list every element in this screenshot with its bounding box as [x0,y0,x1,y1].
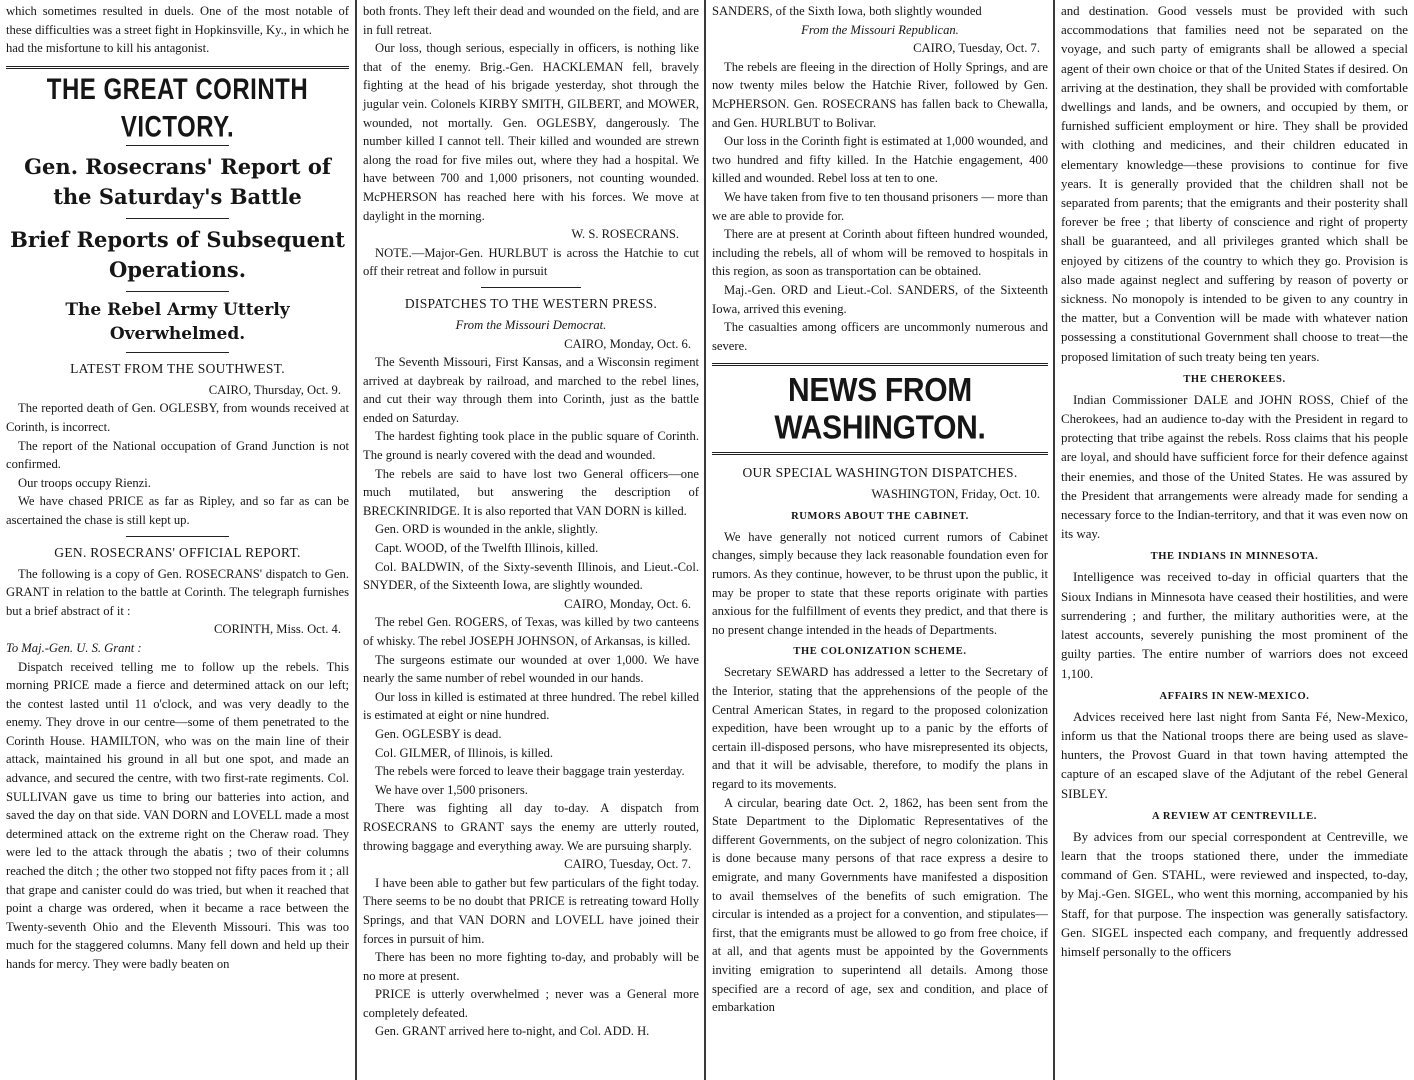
paragraph: We have chased PRICE as far as Ripley, and so far as can be ascertained the chase is still kept up. [6,494,349,527]
divider [6,66,349,69]
divider [126,291,229,292]
paragraph: Gen. GRANT arrived here to-night, and Col. ADD. H. [375,1024,650,1039]
paragraph: The rebels were forced to leave their baggage train yesterday. [375,764,685,779]
section-heading: LATEST FROM THE SOUTHWEST. [70,360,285,376]
paragraph: SANDERS, of the Sixth Iowa, both slightly wounded [712,4,982,18]
deck-rosecrans-report: Gen. Rosecrans' Report of the Saturday's Battle [24,153,331,209]
paragraph: Capt. WOOD, of the Twelfth Illinois, killed. [375,541,599,556]
paragraph: Maj.-Gen. ORD and Lieut.-Col. SANDERS, of the Sixteenth Iowa, arrived this evening. [712,282,1048,316]
paragraph: Intelligence was received to-day in official quarters that the Sioux Indians in Minnesota have ceased their hostilities, and were surrendering ; and further, the military authorities were, at the latest accounts, severely punishing the most prominent of the guilty parties. The entire number of warriors does not exceed 1,100. [1061,570,1408,681]
paragraph: Gen. ORD is wounded in the ankle, slightly. [375,522,599,537]
paragraph: The casualties among officers are uncommonly numerous and severe. [712,320,1048,353]
section-heading: DISPATCHES TO THE WESTERN PRESS. [404,295,658,311]
dateline: CAIRO, Thursday, Oct. 9. [208,382,341,397]
subheading: THE INDIANS IN MINNESOTA. [1150,551,1319,563]
subheading: AFFAIRS IN NEW-MEXICO. [1159,690,1310,702]
column-2 [357,0,705,1080]
divider [712,363,1048,366]
divider [481,287,582,288]
subheading: A REVIEW AT CENTREVILLE. [1152,810,1317,822]
deck-brief-reports: Brief Reports of Subsequent Operations. [10,226,345,282]
paragraph: Our loss, though serious, especially in officers, is nothing like that of the enemy. Brig.-Gen. HACKLEMAN fell, bravely fighting at the head of his brigade yesterday, shot through the jugular vein. Colonels KIRBY SMITH, GILBERT, and MOWER, wounded, not mortally. Gen. OGLESBY, dangerously. The number killed I cannot tell. Their killed and wounded are strewn along the road for five miles out, where they had a hospital. We have between 700 and 1,000 prisoners, not counting wounded. McPHERSON has reached here with his forces. We move at daylight in the morning. [363,41,699,223]
subheading: THE CHEROKEES. [1183,373,1286,385]
column-4 [1055,0,1414,1080]
paragraph: There has been no more fighting to-day, and probably will be no more at present. [363,950,699,983]
note: NOTE.—Major-Gen. HURLBUT is across the Hatchie to cut off their retreat and follow in pursuit [363,245,699,279]
paragraph: A circular, bearing date Oct. 2, 1862, has been sent from the State Department to the Diplomatic Representatives of the different Governments, on the subject of negro colonization. This is done because many persons of that race express a desire to emigrate, and many Governments have manifested a disposition to avail themselves of the benefits of such emigration. The circular is intended as a project for a convention, and stipulates—first, that the emigrants must be allowed to go from free choice, if at all, and that agents must be appointed by the Governments inviting emigration to superintend all details. Among those specified are a record of age, sex and condition, and place of embarkation [712,795,1048,1015]
dateline: CAIRO, Tuesday, Oct. 7. [564,857,691,872]
divider [126,218,229,219]
paragraph: Advices received here last night from Santa Fé, New-Mexico, inform us that the National troops there are being used as slave-hunters, the Provost Guard in that town having attempted the capture of an escaped slave of the Adjutant of the rebel General SIBLEY. [1061,709,1408,801]
paragraph: There are at present at Corinth about fifteen hundred wounded, including the rebels, all of whom will be removed to hospitals in this region, as soon as transportation can be obtained. [712,227,1048,279]
paragraph: There was fighting all day to-day. A dispatch from ROSECRANS to GRANT says the enemy are utterly routed, throwing baggage and everything away. We are pursuing sharply. [363,801,699,853]
section-heading: GEN. ROSECRANS' OFFICIAL REPORT. [54,544,301,560]
paragraph: We have over 1,500 prisoners. [375,782,528,797]
headline-washington: NEWS FROM WASHINGTON. [774,372,986,447]
section-heading: OUR SPECIAL WASHINGTON DISPATCHES. [742,465,1018,481]
subheading: THE COLONIZATION SCHEME. [793,646,967,658]
paragraph: Our loss in the Corinth fight is estimated at 1,000 wounded, and two hundred and fifty killed. In the Hatchie engagement, 400 killed and wounded. Rebel loss at ten to one. [712,134,1048,186]
paragraph: The rebels are fleeing in the direction of Holly Springs, and are now twenty miles below the Hatchie River, followed by Gen. McPHERSON. Gen. ROSECRANS has fallen back to Chewalla, and Gen. HURLBUT to Bolivar. [712,59,1048,130]
paragraph: PRICE is utterly overwhelmed ; never was a General more completely defeated. [363,987,699,1020]
paragraph: We have taken from five to ten thousand prisoners — more than we are able to provide for. [712,189,1048,223]
paragraph: Col. GILMER, of Illinois, is killed. [375,745,554,760]
source-line: From the Missouri Republican. [801,22,959,37]
paragraph: The surgeons estimate our wounded at over 1,000. We have nearly the same number of rebel wounded in our hands. [363,652,699,686]
column-1 [0,0,355,1080]
paragraph: The hardest fighting took place in the public square of Corinth. The ground is nearly covered with the dead and wounded. [363,429,699,463]
dateline: CORINTH, Miss. Oct. 4. [214,622,341,637]
column-3 [706,0,1054,1080]
paragraph: The rebel Gen. ROGERS, of Texas, was killed by two canteens of whisky. The rebel JOSEPH JOHNSON, of Arkansas, is killed. [363,615,699,648]
dateline: CAIRO, Tuesday, Oct. 7. [913,41,1040,56]
headline-corinth: THE GREAT CORINTH VICTORY. [46,72,309,144]
paragraph: The following is a copy of Gen. ROSECRANS' dispatch to Gen. GRANT in relation to the battle at Corinth. The telegraph furnishes but a brief abstract of it : [6,566,349,618]
dateline: WASHINGTON, Friday, Oct. 10. [871,487,1040,502]
deck-rebel-army: The Rebel Army Utterly Overwhelmed. [65,299,290,344]
salutation: To Maj.-Gen. U. S. Grant : [6,640,142,655]
paragraph: both fronts. They left their dead and wounded on the field, and are in full retreat. [363,4,699,37]
paragraph: The reported death of Gen. OGLESBY, from wounds received at Corinth, is incorrect. [6,401,349,434]
paragraph: The rebels are said to have lost two General officers—one much mutilated, but answering the description of BRECKINRIDGE. It is also reported that VAN DORN is killed. [363,466,699,518]
paragraph: We have generally not noticed current rumors of Cabinet changes, simply because they lack reasonable foundation even for rumors. As they continue, however, to be thrust upon the public, it may be proper to state that these reports originate with parties anxious for the fulfillment of events they predict, and that there is no present change intended in the heads of Departments. [712,529,1048,637]
paragraph: and destination. Good vessels must be provided with such accommodations that families need not be separated on the voyage, and such party of emigrants shall be allowed a special agent of their own choice or that of the United States if desired. On arriving at the destination, they shall be provided with comfortable dwellings and lands, and be owners, and occupied by them, or furnished sufficient employment or hire. They shall be provided with clothing and medicines, and their children educated in elementary knowledge—these provisions to continue for five years. It is generally provided that the children shall not be separated from parents; that the emigrants and their posterity shall forever be free ; that liberty of conscience and right of property shall be guaranteed, and all privileges granted which shall be enjoyed by citizens of the country to which they go. Provision is also made against neglect and suffering by reason of poverty or sickness. No monopoly is intended to be given to any country in the matter, but a Convention will be made with whatever nation possessing a constitutional Government shall choose to treat—the proposed limitation of such treaty being ten years. [1061,4,1408,364]
paragraph: By advices from our special correspondent at Centreville, we learn that the troops stationed there, under the immediate command of Gen. STAHL, were reviewed and inspected, to-day, by Maj.-Gen. SIGEL, who went this morning, accompanied by his Staff, for that purpose. The inspection was generally satisfactory. Gen. SIGEL inspected each company, and frequently addressed himself personally to the officers [1061,829,1408,959]
paragraph: Dispatch received telling me to follow up the rebels. This morning PRICE made a fierce and determined attack on our left; the contest lasted until 11 o'clock, and was very deadly to the enemy. They drove in our centre—some of them penetrated to the Corinth House. HAMILTON, who was on the main line of their attack, maintained his ground in all but one spot, and made an advance, and secured the centre, with two first-rate regiments. Col. SULLIVAN gave us time to bring our batteries into action, and saved the day on that side. VAN DORN and LOVELL made a most determined attack on the extreme right on the Cheraw road. They were led to the attack through the abatis ; two of their columns reached the ditch ; the other two stopped not fifty paces from it ; all that grape and canister could do was tried, but when it reached that point a charge was ordered, when it became a race between the Twenty-seventh Ohio and the Eleventh Missouri. This was too much for the staggered columns. Many fell down and held up their hands for mercy. They were badly beaten on [6,659,349,971]
paragraph: I have been able to gather but few particulars of the fight today. There seems to be no doubt that PRICE is retreating toward Holly Springs, and that VAN DORN and LOVELL have joined their forces in pursuit of him. [363,875,699,946]
intro-paragraph: which sometimes resulted in duels. One of the most notable of these difficulties was a street fight in Hopkinsville, Ky., in which he had the misfortune to kill his antagonist. [6,4,349,56]
paragraph: Col. BALDWIN, of the Sixty-seventh Illinois, and Lieut.-Col. SNYDER, of the Sixteenth Iowa, are slightly wounded. [363,559,699,593]
paragraph: Gen. OGLESBY is dead. [375,726,502,741]
dateline: CAIRO, Monday, Oct. 6. [564,596,691,611]
source-line: From the Missouri Democrat. [455,317,607,332]
subheading: RUMORS ABOUT THE CABINET. [791,510,969,522]
paragraph: Secretary SEWARD has addressed a letter to the Secretary of the Interior, stating that the apprehensions of the people of the Central American States, in regard to the proposed colonization expedition, have been wrought up to a panic by the efforts of certain ill-disposed persons, who have misrepresented its objects, and that it will be advisable, therefore, to modify the plans in regard to its movements. [712,665,1048,791]
dateline: CAIRO, Monday, Oct. 6. [564,336,691,351]
paragraph: Our troops occupy Rienzi. [18,475,151,490]
divider [712,452,1048,455]
paragraph: The Seventh Missouri, First Kansas, and a Wisconsin regiment arrived at daybreak by railroad, and marched to the rebel lines, and cut their way through them into Corinth, just as the battle ended on Saturday. [363,355,699,425]
divider [126,536,229,537]
paragraph: Our loss in killed is estimated at three hundred. The rebel killed is estimated at eight or nine hundred. [363,689,699,723]
signature: W. S. ROSECRANS. [571,227,679,242]
paragraph: The report of the National occupation of Grand Junction is not confirmed. [6,438,349,472]
paragraph: Indian Commissioner DALE and JOHN ROSS, Chief of the Cherokees, had an audience to-day with the President in regard to protecting that tribe against the rebels. Ross claims that his people are loyal, and should have sufficient force for their defence against their enemies, and those of the United States. He was assured by the President that arrangements were already made for sending a necessary force to the Indian-territory, and that it was even now on its way. [1061,392,1408,542]
divider [126,352,229,353]
